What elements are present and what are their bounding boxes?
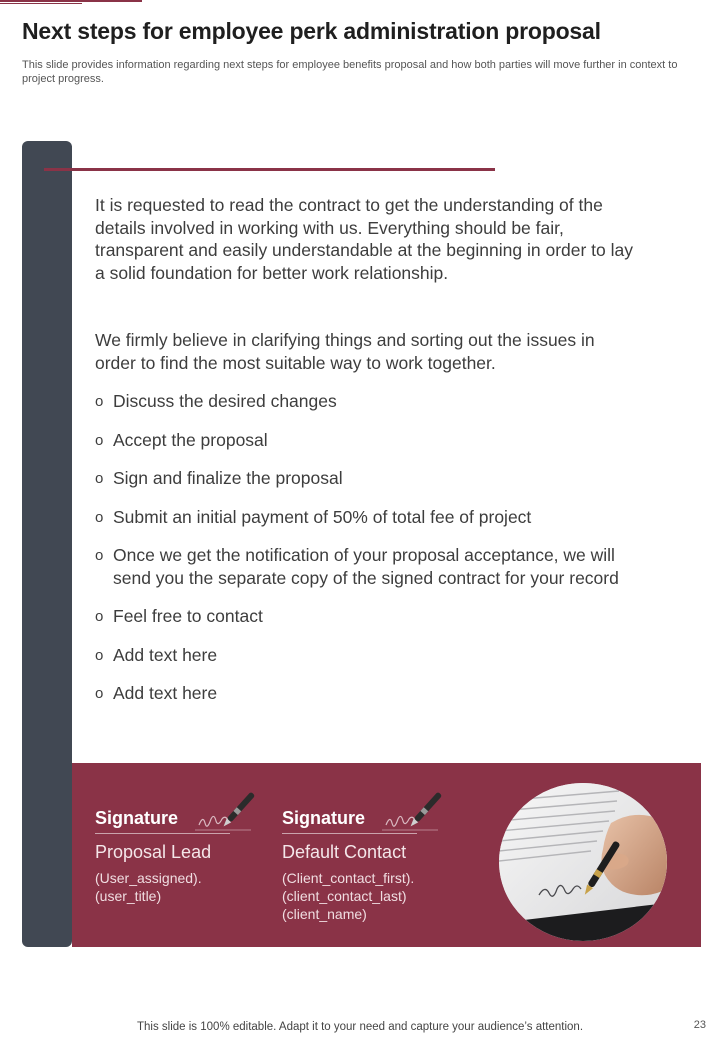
list-item: o Accept the proposal bbox=[95, 429, 635, 452]
signature-role: Proposal Lead bbox=[95, 842, 212, 862]
top-accent-line bbox=[0, 0, 142, 2]
signature-placeholder-client-name: (client_name) bbox=[282, 906, 367, 922]
signature-title: Signature bbox=[282, 808, 366, 828]
signature-placeholder-client-contact-first: (Client_contact_first). bbox=[282, 870, 415, 886]
top-accent-line-short bbox=[0, 3, 82, 4]
signing-contract-photo bbox=[499, 783, 667, 941]
belief-paragraph: We firmly believe in clarifying things and sorting out the issues in order to find the most suitable way to work together. bbox=[95, 330, 595, 373]
list-item: o Add text here bbox=[95, 644, 635, 667]
bullet-marker: o bbox=[95, 470, 104, 487]
signature-placeholder-user-title: (user_title) bbox=[95, 888, 162, 904]
list-item: o Add text here bbox=[95, 682, 635, 705]
page-subtitle: This slide provides information regarding next steps for employee benefits proposal and how both parties will move further in context to project progress. bbox=[22, 59, 678, 85]
list-item: o Submit an initial payment of 50% of total fee of project bbox=[95, 506, 635, 529]
page-title: Next steps for employee perk administration proposal bbox=[22, 18, 601, 44]
bullet-marker: o bbox=[95, 393, 104, 410]
bullet-marker: o bbox=[95, 646, 104, 664]
signature-title: Signature bbox=[95, 808, 179, 828]
left-side-bar bbox=[22, 141, 72, 947]
content-accent-line bbox=[44, 168, 495, 171]
intro-paragraph: It is requested to read the contract to get the understanding of the details involved in working with us. Everything should be fair, transparent and easily understandable at the beginning in order to lay a solid foundation for better work relationship. bbox=[95, 195, 634, 283]
next-steps-list bbox=[95, 390, 635, 721]
signature-placeholder-client-contact-last: (client_contact_last) bbox=[282, 888, 407, 904]
pen-signature-icon bbox=[380, 785, 452, 835]
list-item: o Discuss the desired changes bbox=[95, 390, 635, 413]
bullet-marker: o bbox=[95, 508, 104, 526]
bullet-marker: o bbox=[95, 431, 104, 449]
bullet-marker: o bbox=[95, 547, 104, 564]
signature-placeholder-user-assigned: (User_assigned). bbox=[95, 870, 202, 886]
signature-block-default-contact bbox=[282, 807, 417, 923]
page-number: 23 bbox=[693, 1019, 706, 1031]
list-item: o Feel free to contact bbox=[95, 605, 635, 628]
list-item: o Once we get the notification of your proposal acceptance, we will send you the separate copy of the signed contract for your record bbox=[95, 545, 619, 588]
list-item: o Sign and finalize the proposal bbox=[95, 467, 635, 490]
signature-panel bbox=[72, 763, 701, 947]
footer-note: This slide is 100% editable. Adapt it to your need and capture your audience’s attention. bbox=[136, 1021, 584, 1033]
bullet-marker: o bbox=[95, 608, 104, 625]
signature-block-proposal-lead bbox=[95, 807, 230, 905]
pen-signature-icon bbox=[193, 785, 265, 835]
signature-role: Default Contact bbox=[282, 842, 407, 862]
bullet-marker: o bbox=[95, 685, 104, 702]
